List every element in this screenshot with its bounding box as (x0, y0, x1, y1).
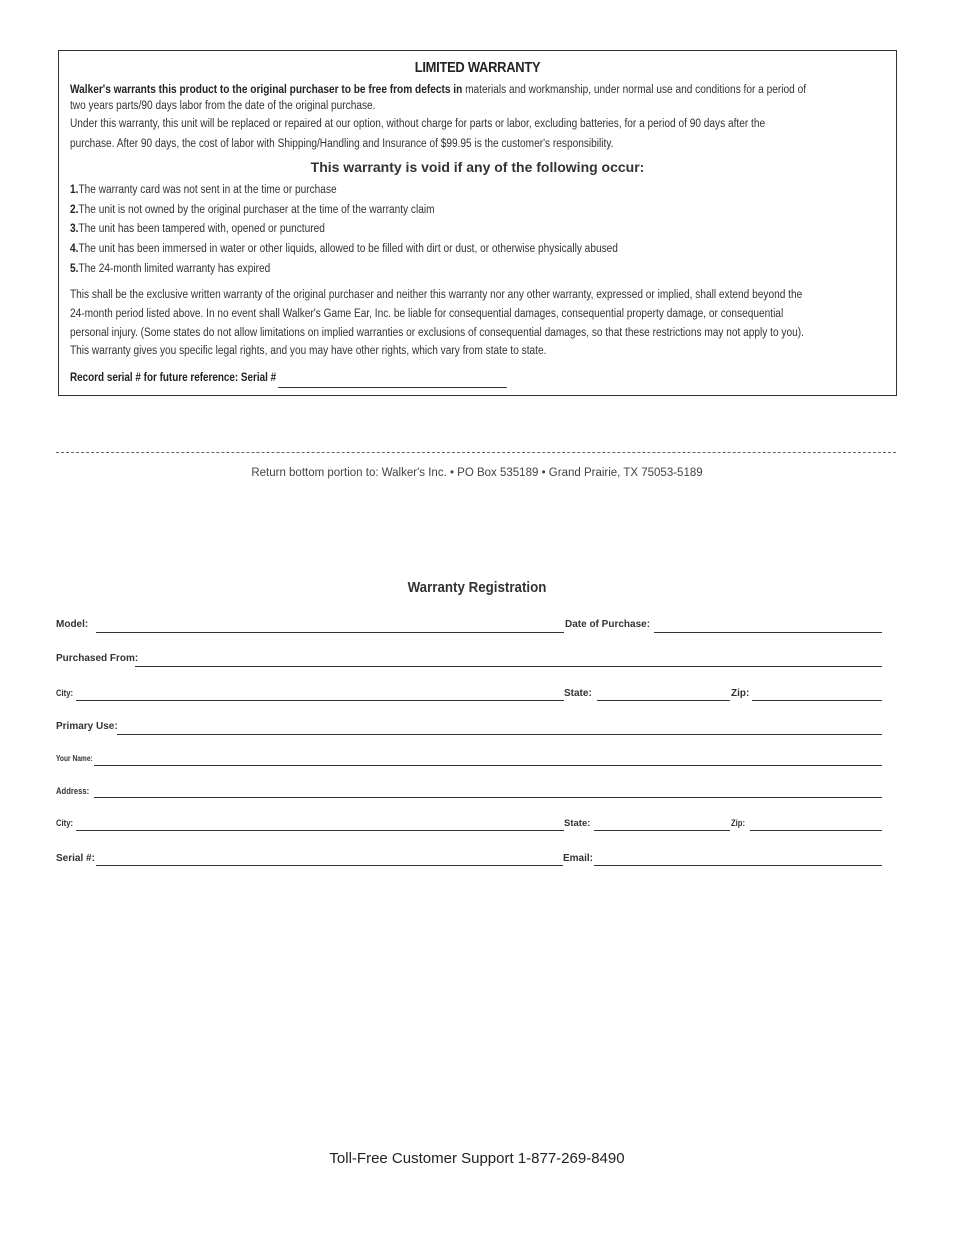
primary-use-field[interactable] (117, 734, 882, 735)
primary-use-label: Primary Use: (56, 721, 118, 732)
city-label: City: (56, 688, 73, 698)
exclusive-line: This warranty gives you specific legal rights, and you may have other rights, which vary from state to state. (70, 345, 547, 357)
address-label: Address: (56, 786, 90, 796)
your-name-label: Your Name: (56, 753, 93, 763)
void-item (70, 240, 618, 259)
purchased-from-field[interactable] (135, 666, 882, 667)
zip-label: Zip: (731, 818, 746, 828)
email-label: Email: (563, 853, 594, 864)
your-name-field[interactable] (94, 765, 882, 766)
void-item-number: 4. (70, 243, 79, 255)
state-label: State: (564, 688, 592, 699)
date-of-purchase-label: Date of Purchase: (565, 619, 651, 630)
email-field[interactable] (594, 865, 882, 866)
warranty-intro-bold: Walker's warrants this product to the original purchaser to be free from defects in (70, 84, 463, 96)
void-heading: This warranty is void if any of the following occur: (310, 159, 645, 175)
zip-label: Zip: (731, 688, 750, 699)
customer-support-phone: Toll-Free Customer Support 1-877-269-8490 (329, 1150, 625, 1167)
exclusive-line: 24-month period listed above. In no event shall Walker's Game Ear, Inc. be liable for consequential damages, consequential property damage, or consequential (70, 308, 784, 320)
warranty-terms-line1: Under this warranty, this unit will be replaced or repaired at our option, without charge for parts or labor, excluding batteries, for a period of 90 days after the (70, 118, 766, 130)
serial-record-field[interactable] (278, 373, 507, 388)
registration-title: Warranty Registration (407, 580, 547, 596)
zip-field[interactable] (750, 830, 882, 831)
void-item-number: 2. (70, 204, 79, 216)
purchased-from-label: Purchased From: (56, 653, 139, 664)
exclusive-line: This shall be the exclusive written warranty of the original purchaser and neither this warranty nor any other warranty, expressed or implied, shall extend beyond the (70, 289, 803, 301)
exclusive-line: personal injury. (Some states do not allow limitations on implied warranties or exclusions of consequential damages, so that these restrictions may not apply to you). (70, 327, 804, 339)
city-label: City: (56, 818, 73, 828)
warranty-intro-rest: materials and workmanship, under normal use and conditions for a period of (462, 84, 807, 96)
cut-line (56, 452, 896, 453)
date-of-purchase-field[interactable] (654, 632, 882, 633)
warranty-intro-line2: two years parts/90 days labor from the date of the original purchase. (70, 100, 376, 112)
void-item-number: 1. (70, 184, 79, 196)
serial-label: Serial #: (56, 853, 95, 864)
warranty-terms-line2: purchase. After 90 days, the cost of labor with Shipping/Handling and Insurance of $99.95 is the customer's responsibility. (70, 138, 614, 150)
void-item (70, 260, 270, 279)
state-label: State: (564, 818, 591, 829)
void-item (70, 201, 435, 220)
address-field[interactable] (94, 797, 882, 798)
state-field[interactable] (597, 700, 730, 701)
model-field[interactable] (96, 632, 564, 633)
void-item-text: The 24-month limited warranty has expired (78, 263, 271, 275)
void-item (70, 181, 337, 200)
serial-record (70, 369, 507, 388)
serial-field[interactable] (96, 865, 563, 866)
void-item-text: The unit has been tampered with, opened or punctured (78, 223, 325, 235)
void-item-number: 3. (70, 223, 79, 235)
void-item-text: The unit is not owned by the original purchaser at the time of the warranty claim (78, 204, 435, 216)
state-field[interactable] (594, 830, 730, 831)
model-label: Model: (56, 619, 89, 630)
void-item-text: The warranty card was not sent in at the time or purchase (78, 184, 337, 196)
void-item-text: The unit has been immersed in water or other liquids, allowed to be filled with dirt or dust, or otherwise physically abused (78, 243, 618, 255)
limited-warranty-box (58, 50, 897, 396)
city-field[interactable] (76, 830, 564, 831)
city-field[interactable] (76, 700, 564, 701)
serial-record-label: Record serial # for future reference: Serial # (70, 372, 277, 384)
void-item-number: 5. (70, 263, 79, 275)
return-address: Return bottom portion to: Walker's Inc. • PO Box 535189 • Grand Prairie, TX 75053-5189 (251, 467, 703, 479)
warranty-title: LIMITED WARRANTY (414, 59, 541, 76)
void-item (70, 220, 325, 239)
zip-field[interactable] (752, 700, 882, 701)
